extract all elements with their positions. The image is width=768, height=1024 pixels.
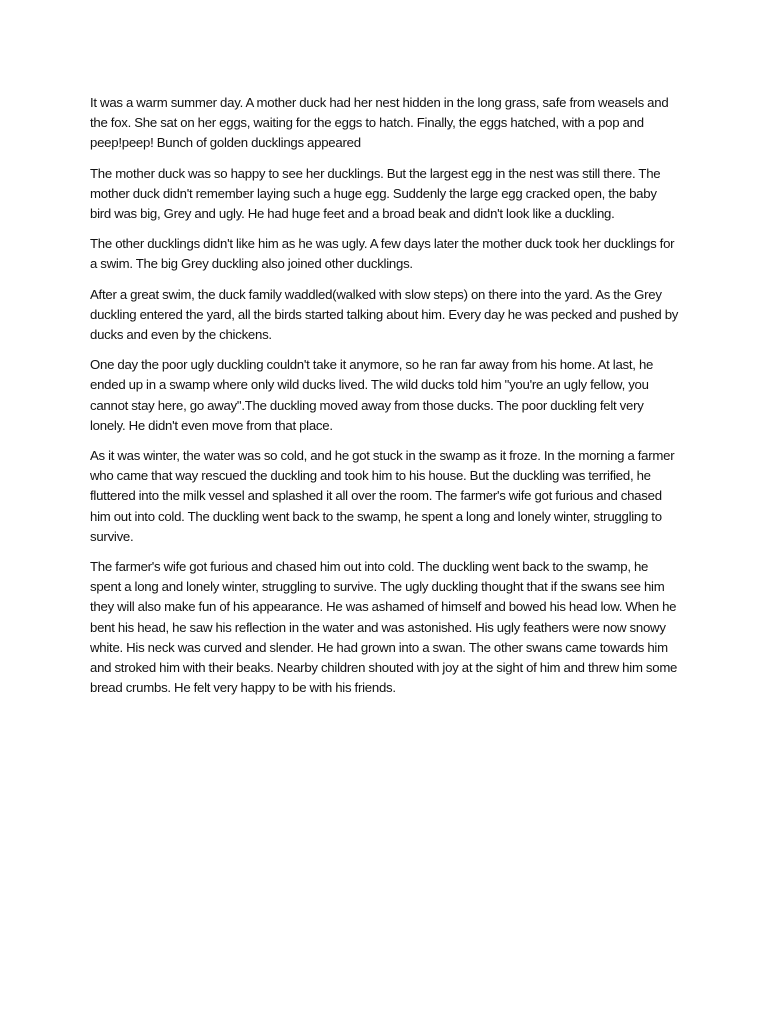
- paragraph-4: After a great swim, the duck family waddled(walked with slow steps) on there into the yard. As the Grey duckling entered the yard, all the birds started talking about him. Every day he was pecked and pushed by ducks and even by the chickens.: [90, 286, 679, 343]
- paragraph-7: The farmer's wife got furious and chased him out into cold. The duckling went back to the swamp, he spent a long and lonely winter, struggling to survive. The ugly duckling thought that if the swans see him they will also make fun of his appearance. He was ashamed of himself and bowed his head low. When he bent his head, he saw his reflection in the water and was astonished. His ugly feathers were now snowy white. His neck was curved and slender. He had grown into a swan. The other swans came towards him and stroked him with their beaks. Nearby children shouted with joy at the sight of him and threw him some bread crumbs. He felt very happy to be with his friends.: [90, 559, 678, 696]
- paragraph-1: It was a warm summer day. A mother duck had her nest hidden in the long grass, safe from weasels and the fox. She sat on her eggs, waiting for the eggs to hatch. Finally, the eggs hatched, with a pop and peep!peep! Bunch of golden ducklings appeared: [90, 95, 669, 151]
- paragraph-2: The mother duck was so happy to see her ducklings. But the largest egg in the nest was still there. The mother duck didn't remember laying such a huge egg. Suddenly the large egg cracked open, the baby bird was big, Grey and ugly. He had huge feet and a broad beak and didn't look like a duckling.: [90, 165, 661, 222]
- paragraph-3: The other ducklings didn't like him as he was ugly. A few days later the mother duck took her ducklings for a swim. The big Grey duckling also joined other ducklings.: [90, 236, 675, 272]
- paragraph-5: One day the poor ugly duckling couldn't take it anymore, so he ran far away from his home. At last, he ended up in a swamp where only wild ducks lived. The wild ducks told him "you're an ugly fellow, you cannot stay here, go away".The duckling moved away from those ducks. The poor duckling felt very lonely. He didn't even move from that place.: [90, 357, 654, 433]
- paragraph-6: As it was winter, the water was so cold, and he got stuck in the swamp as it froze. In the morning a farmer who came that way rescued the duckling and took him to his house. But the duckling was terrified, he fluttered into the milk vessel and splashed it all over the room. The farmer's wife got furious and chased him out into cold. The duckling went back to the swamp, he spent a long and lonely winter, struggling to survive.: [90, 448, 675, 544]
